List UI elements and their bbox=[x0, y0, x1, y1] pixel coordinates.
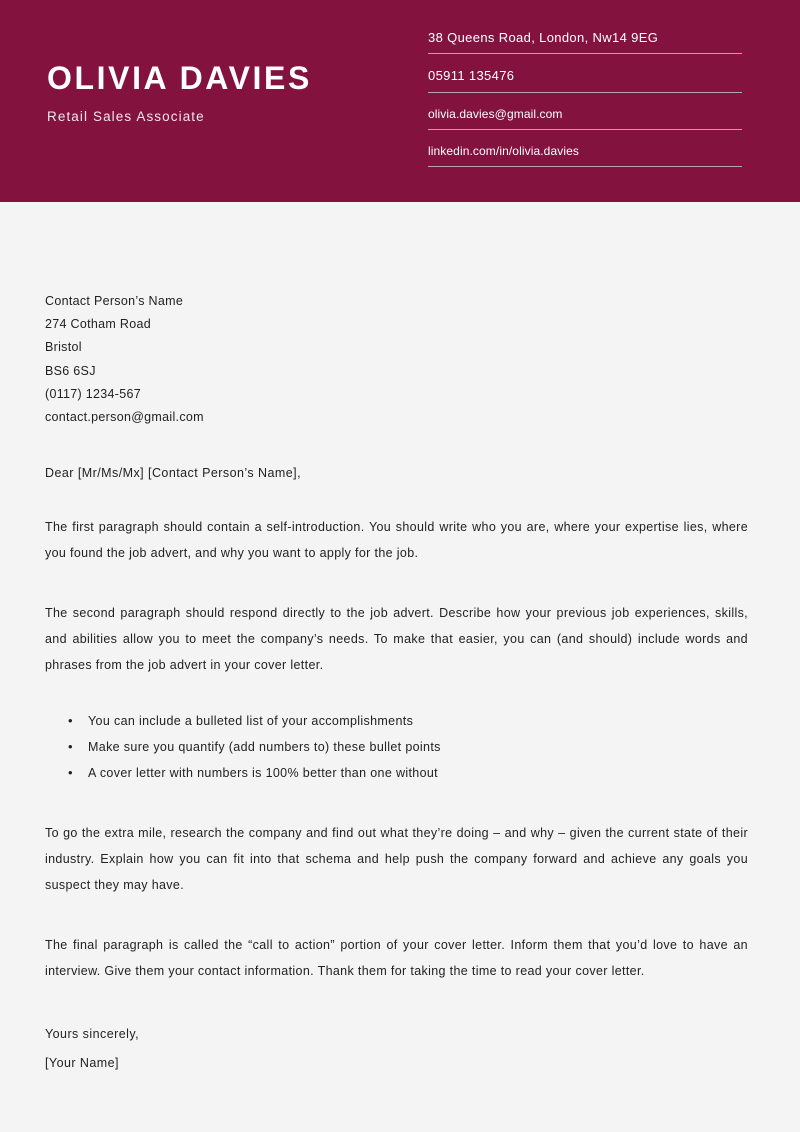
contact-email-text: olivia.davies@gmail.com bbox=[428, 106, 563, 121]
letterhead-banner bbox=[0, 0, 800, 202]
accomplishments-list bbox=[45, 708, 748, 786]
letter-paragraph-4: The final paragraph is called the “call to action” portion of your cover letter. Inform them that you’d love to have an interview. Give them your contact information. Thank them for taking the time to read your cover letter. bbox=[45, 938, 748, 979]
contact-address-text: 38 Queens Road, London, Nw14 9EG bbox=[428, 30, 659, 45]
contact-item-email[interactable] bbox=[428, 107, 742, 130]
recipient-name: Contact Person’s Name bbox=[45, 294, 184, 308]
letter-signoff bbox=[45, 1020, 748, 1078]
list-item-label: A cover letter with numbers is 100% better than one without bbox=[88, 766, 438, 781]
bullet-point-icon: • bbox=[68, 739, 73, 755]
recipient-street: 274 Cotham Road bbox=[45, 317, 151, 332]
list-item bbox=[45, 760, 748, 786]
recipient-city: Bristol bbox=[45, 340, 82, 355]
list-item-label: Make sure you quantify (add numbers to) these bullet points bbox=[88, 740, 441, 755]
letter-salutation: Dear [Mr/Ms/Mx] [Contact Person’s Name], bbox=[45, 466, 302, 481]
list-item bbox=[45, 734, 748, 760]
contact-item-phone bbox=[428, 68, 742, 92]
identity-block bbox=[47, 62, 407, 124]
applicant-job-title: Retail Sales Associate bbox=[47, 108, 205, 124]
letter-paragraph-1: The first paragraph should contain a self-introduction. You should write who you are, where your expertise lies, where you found the job advert, and why you want to apply for the job. bbox=[45, 520, 748, 561]
bullet-point-icon: • bbox=[68, 765, 73, 781]
closing-phrase: Yours sincerely, bbox=[45, 1027, 140, 1042]
letter-paragraph-2: The second paragraph should respond directly to the job advert. Describe how your previous job experiences, skills, and abilities allow you to meet the company’s needs. To make that easier, you can (and should) include words and phrases from the job advert in your cover letter. bbox=[45, 606, 748, 673]
letter-paragraph-3: To go the extra mile, research the company and find out what they’re doing – and why – given the current state of their industry. Explain how you can fit into that schema and help push the company forward and achieve any goals you suspect they may have. bbox=[45, 826, 748, 893]
signature-name: [Your Name] bbox=[45, 1056, 119, 1071]
bullet-point-icon: • bbox=[68, 713, 73, 729]
list-item bbox=[45, 708, 748, 734]
list-item-label: You can include a bulleted list of your accomplishments bbox=[88, 714, 414, 729]
letter-body bbox=[0, 290, 800, 1078]
recipient-phone: (0117) 1234-567 bbox=[45, 386, 142, 401]
applicant-name: OLIVIA DAVIES bbox=[47, 60, 312, 96]
contact-linkedin-text: linkedin.com/in/olivia.davies bbox=[428, 143, 579, 158]
contact-item-linkedin[interactable] bbox=[428, 144, 742, 167]
recipient-address-block bbox=[45, 290, 748, 429]
recipient-postcode: BS6 6SJ bbox=[45, 363, 96, 378]
recipient-email: contact.person@gmail.com bbox=[45, 410, 204, 425]
contact-item-address bbox=[428, 30, 742, 54]
contact-details-list bbox=[428, 30, 742, 167]
contact-phone-text: 05911 135476 bbox=[428, 68, 515, 84]
